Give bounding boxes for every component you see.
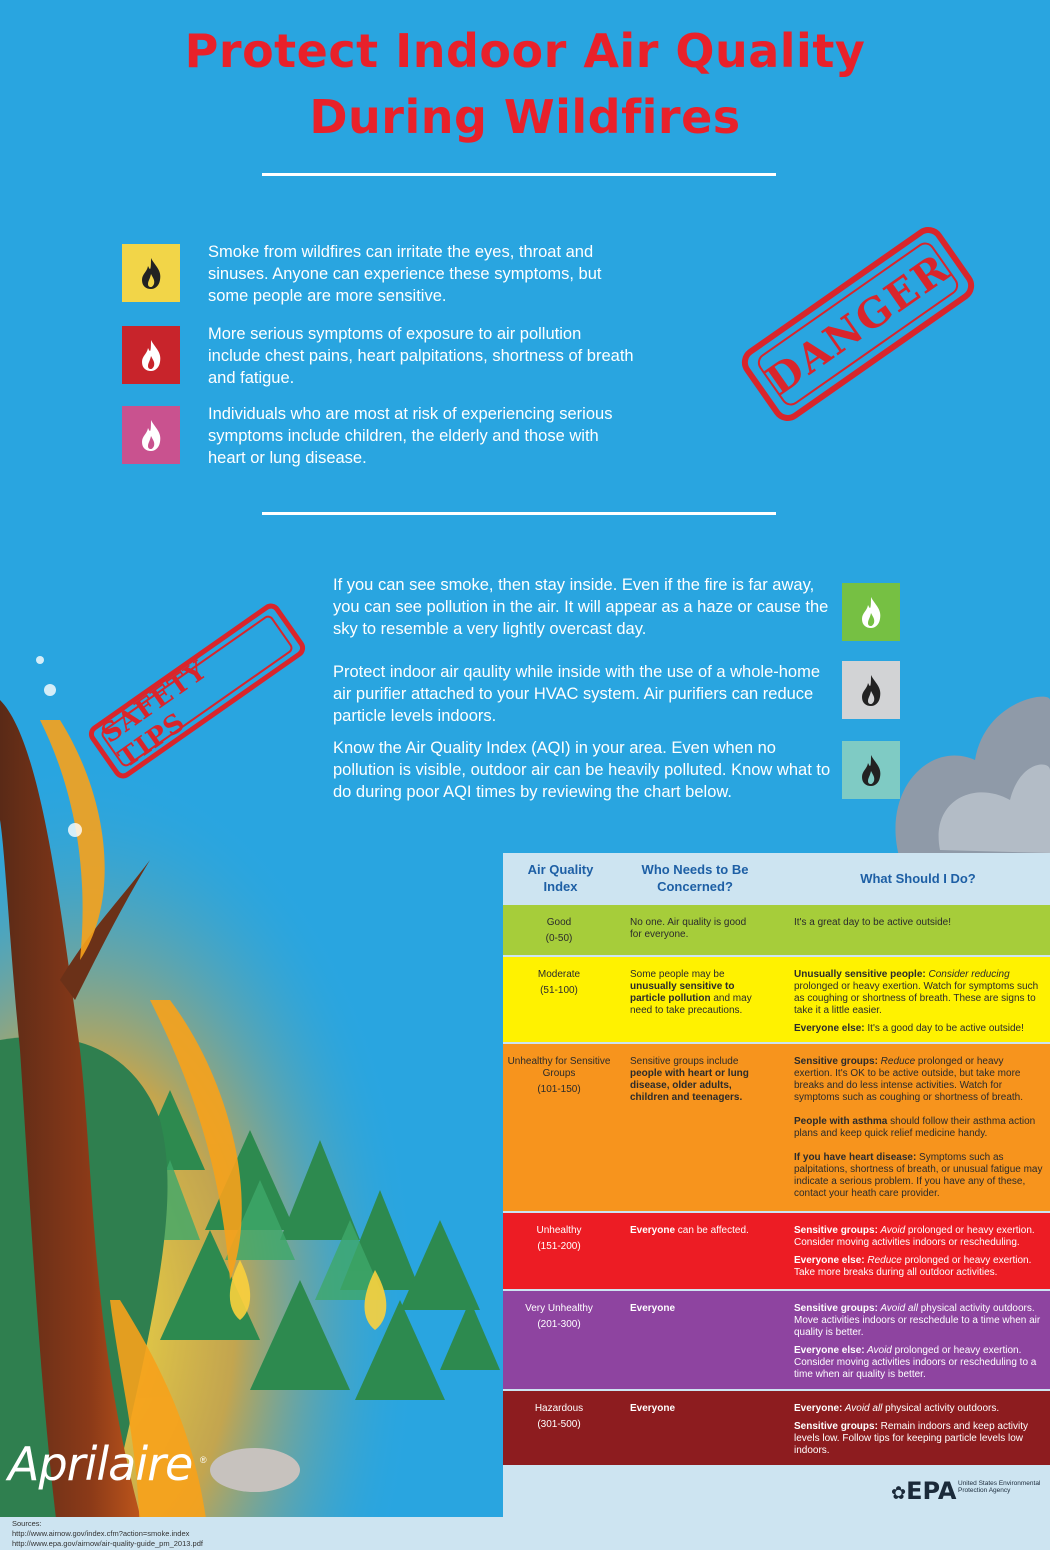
- aqi-row-very-unhealthy: [503, 1291, 1050, 1389]
- aqi-level: Hazardous: [534, 1403, 584, 1414]
- tip-text-1: If you can see smoke, then stay inside. Even if the fire is far away, you can see pollution in the air. It will appear as a haze or cause the sky to resemble a very lightly overcast day.: [333, 576, 829, 638]
- title-line-2: During Wildfires: [309, 90, 741, 144]
- aqi-row-hazardous: [503, 1391, 1050, 1465]
- aqi-range: (51-100): [540, 985, 578, 996]
- aqi-row-unhealthy: [503, 1213, 1050, 1289]
- middle-divider: [262, 512, 776, 515]
- sources-footer: [0, 1517, 1050, 1550]
- epa-agency-name: United States Environmental Protection Agency: [958, 1480, 1041, 1494]
- aqi-who: Sensitive groups include people with heart or lung disease, older adults, children and teenagers.: [630, 1056, 749, 1103]
- fact-text-1: Smoke from wildfires can irritate the eyes, throat and sinuses. Anyone can experience these symptoms, but some people are more sensitive.: [208, 243, 602, 305]
- aqi-what: Sensitive groups: Avoid prolonged or heavy exertion. Consider moving activities indoors or rescheduling. Everyone else: Reduce prolonged or heavy exertion. Take more breaks during all outdoor activities.: [794, 1225, 1035, 1278]
- aqi-who: No one. Air quality is good for everyone.: [630, 917, 747, 940]
- flame-icon: [122, 244, 180, 302]
- tip-text-3: Know the Air Quality Index (AQI) in your area. Even when no pollution is visible, outdoor air can be heavily polluted. Know what to do during poor AQI times by reviewing the chart below.: [333, 739, 831, 801]
- aqi-what: Everyone: Avoid all physical activity outdoors. Sensitive groups: Remain indoors and keep activity levels low. Follow tips for keeping particle levels low indoors.: [794, 1403, 1028, 1456]
- aqi-row-good: [503, 905, 1050, 955]
- aqi-what: It's a great day to be active outside!: [794, 917, 952, 928]
- aqi-table-header: [503, 853, 1050, 903]
- flame-icon: [122, 406, 180, 464]
- aqi-who: Some people may be unusually sensitive to particle pollution and may need to take precautions.: [630, 969, 752, 1016]
- danger-stamp-text: DANGER: [754, 239, 962, 410]
- flame-icon: [842, 741, 900, 799]
- aqi-who: Everyone: [630, 1303, 676, 1314]
- header-who: Who Needs to Be Concerned?: [641, 862, 749, 894]
- sources-label: Sources:: [12, 1519, 42, 1528]
- aqi-level: Very Unhealthy: [525, 1303, 593, 1314]
- aqi-range: (301-500): [537, 1419, 581, 1430]
- registered-mark: ®: [200, 1455, 207, 1465]
- aqi-what: Sensitive groups: Reduce prolonged or heavy exertion. It's OK to be active outside, but take more breaks and do less intense activities. Watch for symptoms such as coughing or shortness of breath. People with asthma should follow their asthma action plans and keep quick relief medicine handy. If you have heart disease: Symptoms such as palpitations, shortness of breath, or unusual fatigue may indicate a serious problem. If you have any of these, contact your heath care provider.: [794, 1056, 1043, 1199]
- aqi-level: Unhealthy: [536, 1225, 582, 1236]
- flame-icon: [122, 326, 180, 384]
- aqi-who: Everyone: [630, 1403, 676, 1414]
- aprilaire-logo: Aprilaire: [8, 1437, 193, 1491]
- epa-logo: ✿EPA: [891, 1477, 957, 1505]
- aqi-what: Sensitive groups: Avoid all physical activity outdoors. Move activities indoors or reschedule to a time when air quality is better. Everyone else: Avoid prolonged or heavy exertion. Consider moving activities indoors or rescheduling to a time when air quality is better.: [794, 1303, 1041, 1380]
- epa-flower-icon: ✿: [891, 1483, 907, 1504]
- aqi-level: Moderate: [537, 969, 581, 980]
- aqi-range: (151-200): [537, 1241, 581, 1252]
- title-line-1: Protect Indoor Air Quality: [184, 24, 866, 78]
- tip-text-2: Protect indoor air qaulity while inside with the use of a whole-home air purifier attached to your HVAC system. Air purifiers can reduce particle levels indoors.: [333, 663, 821, 725]
- aqi-level: Good: [546, 917, 572, 928]
- aqi-what: Unusually sensitive people: Consider reducing prolonged or heavy exertion. Watch for symptoms such as coughing or shortness of breath. These are signs to take it a little easier. Everyone else: It's a good day to be active outside!: [794, 969, 1039, 1034]
- aqi-range: (0-50): [545, 933, 573, 944]
- aqi-table: [503, 853, 1050, 1517]
- safety-tips-stamp-text: SAFETY TIPS: [99, 613, 295, 768]
- header-what: What Should I Do?: [860, 870, 976, 886]
- aqi-range: (101-150): [537, 1084, 581, 1095]
- source-link-2[interactable]: http://www.epa.gov/airnow/air-quality-guide_pm_2013.pdf: [12, 1539, 203, 1548]
- fact-text-2: More serious symptoms of exposure to air pollution include chest pains, heart palpitations, shortness of breath and fatigue.: [208, 325, 634, 387]
- aqi-range: (201-300): [537, 1319, 581, 1330]
- aqi-level: Unhealthy for Sensitive Groups: [507, 1056, 611, 1079]
- aqi-row-usg: [503, 1044, 1050, 1211]
- aqi-row-moderate: [503, 957, 1050, 1042]
- top-divider: [262, 173, 776, 176]
- page-title: [0, 18, 1050, 150]
- flame-icon: [842, 583, 900, 641]
- header-aqi: Air Quality Index: [527, 862, 594, 894]
- source-link-1[interactable]: http://www.airnow.gov/index.cfm?action=smoke.index: [12, 1529, 190, 1538]
- fact-text-3: Individuals who are most at risk of experiencing serious symptoms include children, the elderly and those with heart or lung disease.: [208, 405, 613, 467]
- aqi-who: Everyone can be affected.: [630, 1225, 749, 1236]
- flame-icon: [842, 661, 900, 719]
